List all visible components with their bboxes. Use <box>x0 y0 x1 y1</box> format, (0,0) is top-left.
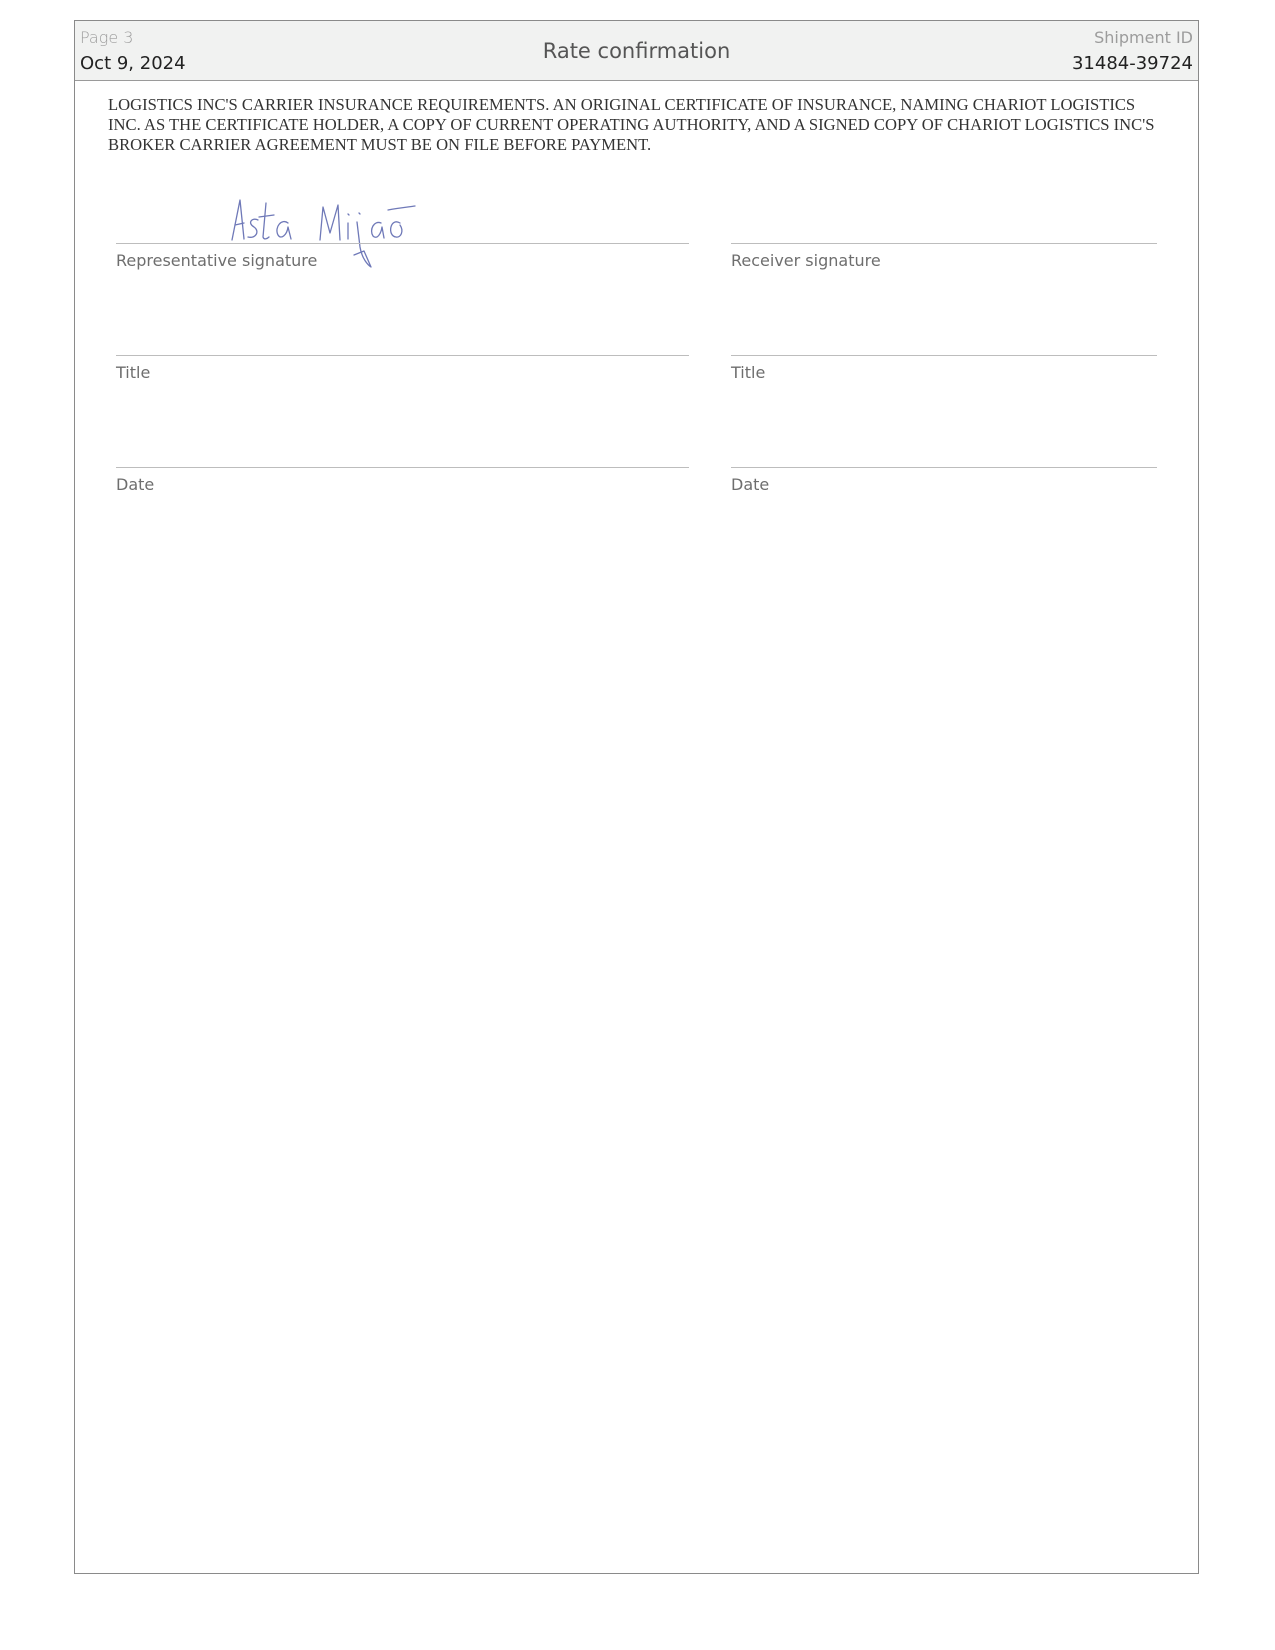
representative-date-label: Date <box>116 475 155 494</box>
representative-date-line[interactable] <box>116 467 689 468</box>
representative-signature-label: Representative signature <box>116 251 318 270</box>
page-number: Page 3 <box>80 28 134 47</box>
representative-title-line[interactable] <box>116 355 689 356</box>
page-frame <box>74 20 1199 1574</box>
receiver-title-label: Title <box>731 363 766 382</box>
document-title: Rate confirmation <box>542 39 731 63</box>
shipment-id-label: Shipment ID <box>1094 28 1193 47</box>
receiver-title-line[interactable] <box>731 355 1157 356</box>
representative-signature-line[interactable] <box>116 243 689 244</box>
insurance-terms-text: LOGISTICS INC'S CARRIER INSURANCE REQUIREMENTS. AN ORIGINAL CERTIFICATE OF INSURANCE, NAMING CHARIOT LOGISTICS INC. AS THE CERTIFICATE HOLDER, A COPY OF CURRENT OPERATING AUTHORITY, AND A SIGNED COPY OF CHARIOT LOGISTICS INC'S BROKER CARRIER AGREEMENT MUST BE ON FILE BEFORE PAYMENT. <box>108 95 1155 154</box>
header-date: Oct 9, 2024 <box>80 53 186 74</box>
receiver-date-label: Date <box>731 475 770 494</box>
receiver-signature-line[interactable] <box>731 243 1157 244</box>
representative-title-label: Title <box>116 363 151 382</box>
page-header <box>75 21 1198 81</box>
receiver-signature-label: Receiver signature <box>731 251 881 270</box>
receiver-date-line[interactable] <box>731 467 1157 468</box>
shipment-id-value: 31484-39724 <box>1071 53 1193 74</box>
